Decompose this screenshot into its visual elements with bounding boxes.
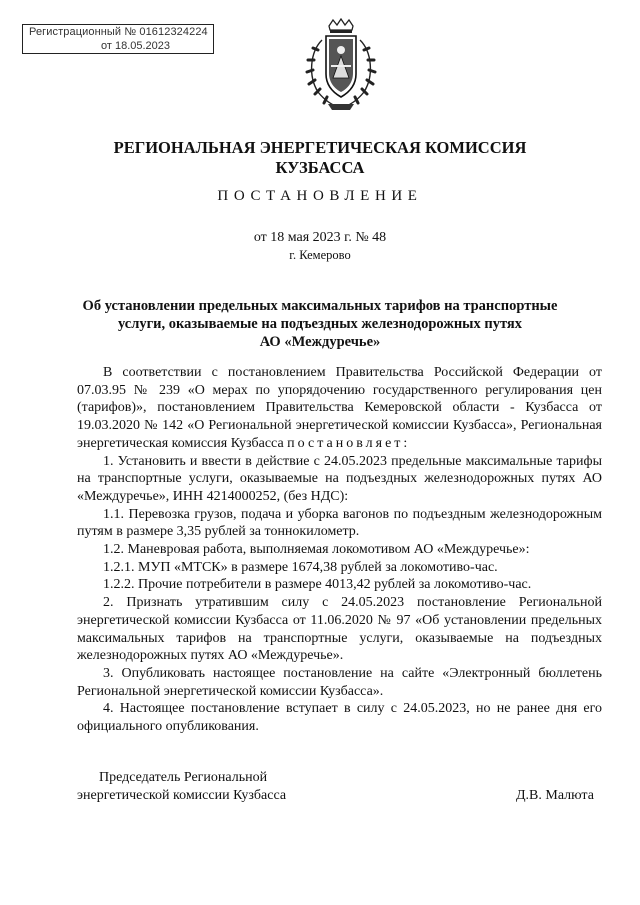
document-title bbox=[0, 297, 640, 351]
clause-2: 2. Признать утратившим силу с 24.05.2023 постановление Региональной энергетической комиссии Кузбасса от 11.06.2020 № 97 «Об установлении предельных максимальных тарифов на транспортные услуги, оказываемые на подъездных железнодорожных путях АО «Междуречье». bbox=[77, 595, 602, 664]
document-title-line1: Об установлении предельных максимальных тарифов на транспортные bbox=[82, 298, 558, 314]
clause-1-1: 1.1. Перевозка грузов, подача и уборка вагонов по подъездным железнодорожным путям в размере 3,35 рублей за тоннокилометр. bbox=[77, 506, 602, 540]
registration-date: от 18.05.2023 bbox=[101, 40, 171, 52]
signer-position bbox=[77, 769, 286, 805]
organization-name bbox=[0, 138, 640, 178]
clause-1: 1. Установить и ввести в действие с 24.05.2023 предельные максимальные тарифы на транспортные услуги, оказываемые на подъездных железнодорожных путях АО «Междуречье», ИНН 4214000252, (без НДС): bbox=[77, 453, 602, 504]
registration-number: Регистрационный № 01612324224 bbox=[29, 26, 208, 38]
clause-3: 3. Опубликовать настоящее постановление на сайте «Электронный бюллетень Региональной энергетической комиссии Кузбасса». bbox=[77, 665, 602, 699]
preamble-text: В соответствии с постановлением Правительства Российской Федерации от 07.03.95 № 239 «О мерах по упорядочению государственного регулирования цен (тарифов)», постановлением Правительства Кемеровской области - Кузбасса от 19.03.2020 № 142 «О Региональной энергетической комиссии Кузбасса», Региональная энергетическая комиссия Кузбасса bbox=[77, 365, 602, 451]
signer-name: Д.В. Малюта bbox=[516, 788, 594, 803]
organization-name-line1: РЕГИОНАЛЬНАЯ ЭНЕРГЕТИЧЕСКАЯ КОМИССИЯ bbox=[113, 138, 527, 157]
document-city: г. Кемерово bbox=[289, 248, 351, 262]
signer-position-line1: Председатель Региональной bbox=[99, 770, 268, 785]
registration-stamp bbox=[22, 24, 214, 54]
organization-name-line2: КУЗБАССА bbox=[275, 158, 365, 177]
kuzbass-coat-of-arms-icon bbox=[300, 18, 382, 114]
document-type: ПОСТАНОВЛЕНИЕ bbox=[217, 188, 423, 204]
signer-position-line2: энергетической комиссии Кузбасса bbox=[77, 788, 287, 803]
clause-4: 4. Настоящее постановление вступает в силу с 24.05.2023, но не ранее дня его официального опубликования. bbox=[77, 701, 602, 735]
clause-1-2-2: 1.2.2. Прочие потребители в размере 4013,42 рублей за локомотиво-час. bbox=[103, 577, 532, 593]
document-body bbox=[77, 364, 602, 736]
clause-1-2-1: 1.2.1. МУП «МТСК» в размере 1674,38 рублей за локомотиво-час. bbox=[103, 559, 498, 575]
clause-1-2: 1.2. Маневровая работа, выполняемая локомотивом АО «Междуречье»: bbox=[103, 542, 530, 558]
preamble-paragraph bbox=[77, 364, 602, 453]
document-title-line3: АО «Междуречье» bbox=[259, 334, 381, 350]
preamble-verb: постановляет: bbox=[287, 435, 411, 451]
document-date-number: от 18 мая 2023 г. № 48 bbox=[253, 230, 387, 245]
document-title-line2: услуги, оказываемые на подъездных железнодорожных путях bbox=[117, 316, 523, 332]
